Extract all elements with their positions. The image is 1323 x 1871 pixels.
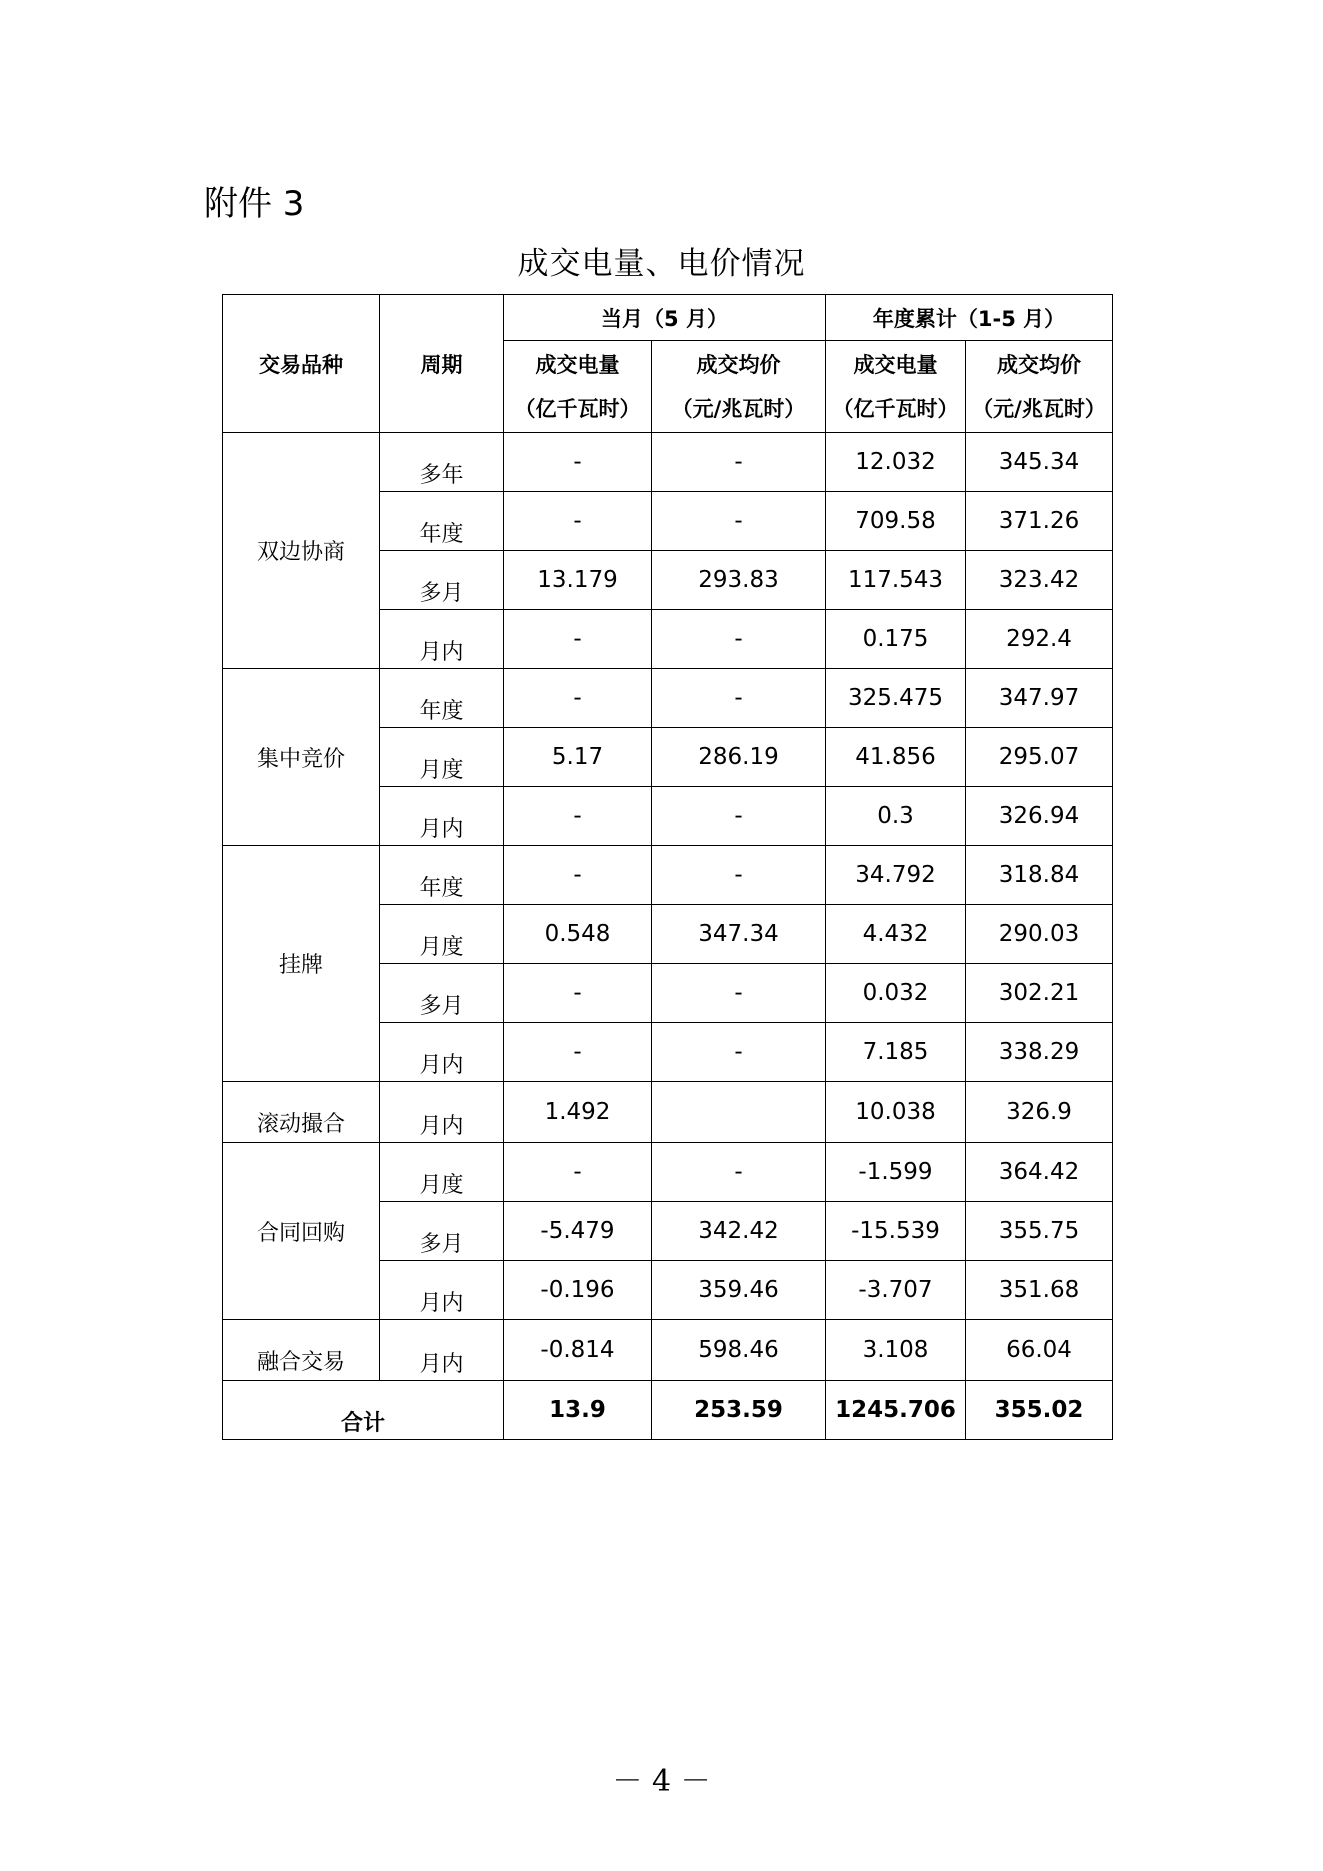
month-volume-cell: - — [504, 964, 652, 1023]
ytd-volume-cell: 0.032 — [826, 964, 966, 1023]
table-row — [223, 1320, 1113, 1381]
ytd-price-cell: 347.97 — [966, 669, 1113, 728]
ytd-volume-cell: -3.707 — [826, 1261, 966, 1320]
ytd-volume-cell: 709.58 — [826, 492, 966, 551]
header-current-month: 当月（5 月） — [504, 295, 826, 341]
month-volume-cell: -5.479 — [504, 1202, 652, 1261]
header-ytd-volume: 成交电量 （亿千瓦时） — [826, 341, 966, 433]
month-price-cell: - — [652, 964, 826, 1023]
month-volume-cell: 1.492 — [504, 1082, 652, 1143]
ytd-volume-cell: 0.3 — [826, 787, 966, 846]
ytd-volume-cell: 4.432 — [826, 905, 966, 964]
month-volume-cell: 0.548 — [504, 905, 652, 964]
month-price-cell: 359.46 — [652, 1261, 826, 1320]
header-period: 周期 — [380, 295, 504, 433]
ytd-volume-cell: 325.475 — [826, 669, 966, 728]
period-cell: 月内 — [380, 1261, 504, 1320]
ytd-volume-cell: -1.599 — [826, 1143, 966, 1202]
month-price-cell — [652, 1082, 826, 1143]
month-volume-cell: - — [504, 787, 652, 846]
table-title: 成交电量、电价情况 — [517, 246, 806, 282]
month-price-cell: 342.42 — [652, 1202, 826, 1261]
ytd-price-cell: 371.26 — [966, 492, 1113, 551]
ytd-price-cell: 355.75 — [966, 1202, 1113, 1261]
table-row — [223, 1143, 1113, 1202]
ytd-volume-cell: 34.792 — [826, 846, 966, 905]
month-price-cell: - — [652, 610, 826, 669]
ytd-price-cell: 302.21 — [966, 964, 1113, 1023]
ytd-price-cell: 295.07 — [966, 728, 1113, 787]
ytd-volume-cell: 7.185 — [826, 1023, 966, 1082]
month-price-cell: - — [652, 787, 826, 846]
category-cell: 合同回购 — [223, 1143, 380, 1320]
month-price-cell: - — [652, 433, 826, 492]
ytd-price-cell: 318.84 — [966, 846, 1113, 905]
month-volume-cell: - — [504, 669, 652, 728]
total-ytd-price: 355.02 — [966, 1381, 1113, 1440]
period-cell: 多月 — [380, 1202, 504, 1261]
ytd-price-cell: 292.4 — [966, 610, 1113, 669]
period-cell: 年度 — [380, 492, 504, 551]
month-price-cell: 347.34 — [652, 905, 826, 964]
total-month-price: 253.59 — [652, 1381, 826, 1440]
page-number: － 4 － — [612, 1764, 711, 1799]
table-row — [223, 846, 1113, 905]
ytd-volume-cell: 41.856 — [826, 728, 966, 787]
month-price-cell: - — [652, 1023, 826, 1082]
month-price-cell: - — [652, 846, 826, 905]
header-type: 交易品种 — [223, 295, 380, 433]
month-volume-cell: 5.17 — [504, 728, 652, 787]
period-cell: 年度 — [380, 669, 504, 728]
period-cell: 月度 — [380, 1143, 504, 1202]
period-cell: 多月 — [380, 551, 504, 610]
category-cell: 融合交易 — [223, 1320, 380, 1381]
header-ytd: 年度累计（1-5 月） — [826, 295, 1113, 341]
total-label: 合计 — [223, 1381, 504, 1440]
month-price-cell: - — [652, 492, 826, 551]
month-price-cell: 293.83 — [652, 551, 826, 610]
period-cell: 月度 — [380, 728, 504, 787]
ytd-volume-cell: 10.038 — [826, 1082, 966, 1143]
month-volume-cell: - — [504, 610, 652, 669]
month-volume-cell: - — [504, 1023, 652, 1082]
period-cell: 多月 — [380, 964, 504, 1023]
ytd-price-cell: 290.03 — [966, 905, 1113, 964]
period-cell: 月度 — [380, 905, 504, 964]
month-volume-cell: - — [504, 492, 652, 551]
category-cell: 滚动撮合 — [223, 1082, 380, 1143]
ytd-price-cell: 326.9 — [966, 1082, 1113, 1143]
month-volume-cell: -0.196 — [504, 1261, 652, 1320]
ytd-price-cell: 338.29 — [966, 1023, 1113, 1082]
month-price-cell: - — [652, 669, 826, 728]
period-cell: 月内 — [380, 1320, 504, 1381]
header-month-volume: 成交电量 （亿千瓦时） — [504, 341, 652, 433]
ytd-price-cell: 323.42 — [966, 551, 1113, 610]
header-ytd-price: 成交均价 （元/兆瓦时） — [966, 341, 1113, 433]
period-cell: 多年 — [380, 433, 504, 492]
category-cell: 双边协商 — [223, 433, 380, 669]
trading-table — [222, 294, 1113, 1440]
ytd-price-cell: 66.04 — [966, 1320, 1113, 1381]
attachment-label: 附件 3 — [204, 184, 305, 224]
ytd-price-cell: 364.42 — [966, 1143, 1113, 1202]
period-cell: 月内 — [380, 1023, 504, 1082]
ytd-price-cell: 345.34 — [966, 433, 1113, 492]
table-row — [223, 433, 1113, 492]
category-cell: 挂牌 — [223, 846, 380, 1082]
period-cell: 月内 — [380, 610, 504, 669]
total-month-volume: 13.9 — [504, 1381, 652, 1440]
table-row — [223, 1082, 1113, 1143]
header-month-price: 成交均价 （元/兆瓦时） — [652, 341, 826, 433]
ytd-price-cell: 351.68 — [966, 1261, 1113, 1320]
month-price-cell: 598.46 — [652, 1320, 826, 1381]
ytd-volume-cell: 12.032 — [826, 433, 966, 492]
period-cell: 年度 — [380, 846, 504, 905]
ytd-volume-cell: 3.108 — [826, 1320, 966, 1381]
month-price-cell: - — [652, 1143, 826, 1202]
ytd-volume-cell: 117.543 — [826, 551, 966, 610]
month-volume-cell: - — [504, 1143, 652, 1202]
month-price-cell: 286.19 — [652, 728, 826, 787]
month-volume-cell: - — [504, 433, 652, 492]
month-volume-cell: -0.814 — [504, 1320, 652, 1381]
ytd-volume-cell: -15.539 — [826, 1202, 966, 1261]
ytd-volume-cell: 0.175 — [826, 610, 966, 669]
category-cell: 集中竞价 — [223, 669, 380, 846]
total-ytd-volume: 1245.706 — [826, 1381, 966, 1440]
ytd-price-cell: 326.94 — [966, 787, 1113, 846]
table-row — [223, 669, 1113, 728]
month-volume-cell: 13.179 — [504, 551, 652, 610]
total-row — [223, 1381, 1113, 1440]
period-cell: 月内 — [380, 787, 504, 846]
period-cell: 月内 — [380, 1082, 504, 1143]
month-volume-cell: - — [504, 846, 652, 905]
